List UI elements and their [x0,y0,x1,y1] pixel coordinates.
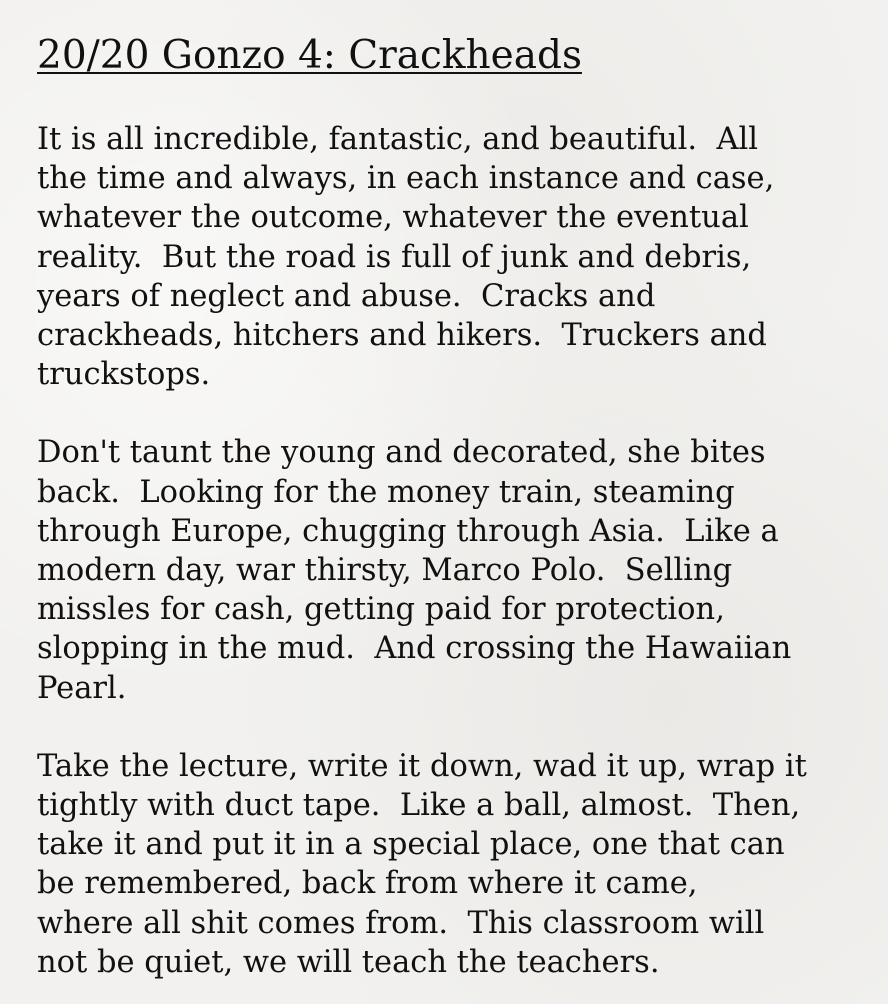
paragraph-line: slopping in the mud. And crossing the Hawaiian [37,631,792,667]
document-page [37,30,857,982]
paragraph-line: through Europe, chugging through Asia. Like a [37,513,779,549]
paragraph-line: whatever the outcome, whatever the eventual [37,200,749,236]
paragraph-line: where all shit comes from. This classroom will [37,905,765,941]
paragraph-line: be remembered, back from where it came, [37,866,698,902]
paragraph-line: crackheads, hitchers and hikers. Truckers and [37,318,767,354]
paragraph-line: not be quiet, we will teach the teachers. [37,944,660,980]
paragraph-line: Take the lecture, write it down, wad it up, wrap it [37,748,807,784]
paragraph-line: tightly with duct tape. Like a ball, almost. Then, [37,788,801,824]
paragraph-line: years of neglect and abuse. Cracks and [37,278,656,314]
paragraph-line: take it and put it in a special place, one that can [37,827,785,863]
paragraph-line: Pearl. [37,670,127,706]
paragraph-line: back. Looking for the money train, steaming [37,474,735,510]
paragraph-line: the time and always, in each instance and case, [37,161,775,197]
document-title: 20/20 Gonzo 4: Crackheads [37,33,582,78]
paragraph-1 [37,120,857,394]
paragraph-line: missles for cash, getting paid for protection, [37,592,725,628]
paragraph-line: modern day, war thirsty, Marco Polo. Selling [37,553,733,589]
paragraph-2 [37,433,857,707]
paragraph-line: truckstops. [37,357,211,393]
paragraph-line: reality. But the road is full of junk and debris, [37,239,752,275]
paragraph-line: It is all incredible, fantastic, and beautiful. All [37,122,759,157]
paragraph-line: Don't taunt the young and decorated, she bites [37,435,766,471]
paragraph-3 [37,747,857,982]
